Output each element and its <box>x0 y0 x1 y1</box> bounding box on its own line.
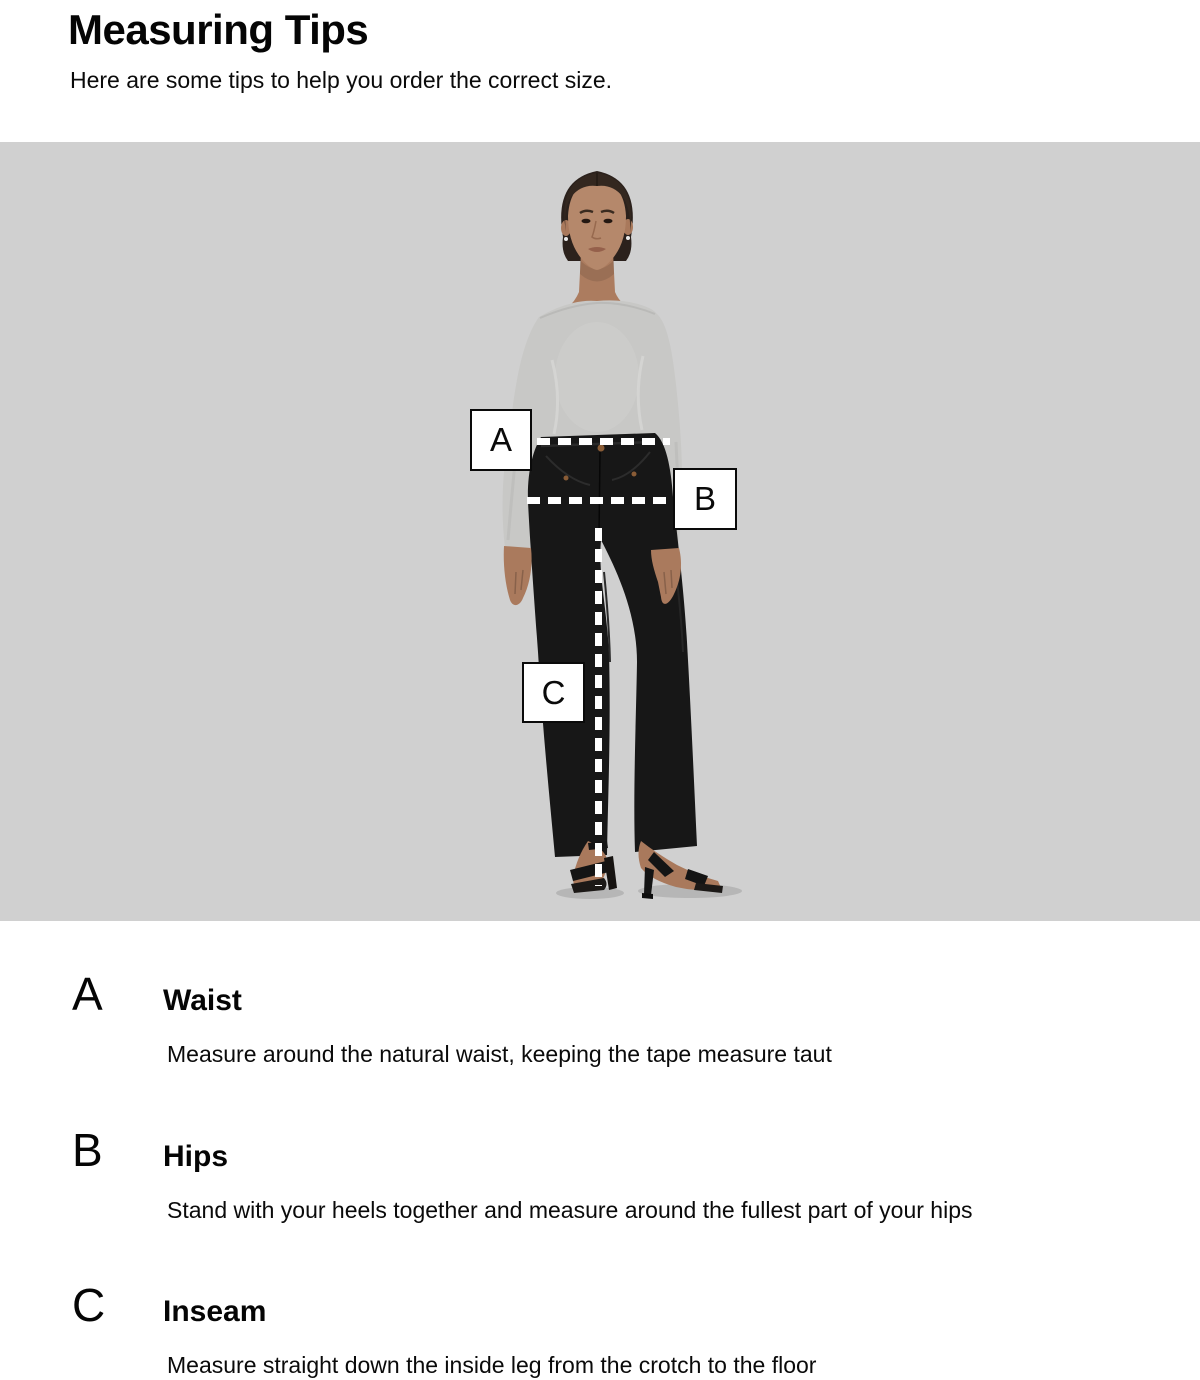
marker-letter-a: A <box>489 421 512 458</box>
hips-dashed-line <box>527 497 670 504</box>
marker-letter-b: B <box>693 480 716 517</box>
definition-letter-c: C <box>72 1279 106 1332</box>
definition-label-inseam: Inseam <box>163 1295 267 1329</box>
definition-label-waist: Waist <box>163 984 242 1017</box>
definition-description-inseam: Measure straight down the inside leg from the crotch to the floor <box>167 1352 817 1379</box>
definition-letter-a: A <box>72 968 103 1020</box>
definition-row-waist <box>72 968 1200 1069</box>
definition-letter-b: B <box>72 1123 103 1176</box>
marker-letter-c: C <box>541 673 566 711</box>
measurement-figure <box>0 142 1200 921</box>
definition-description-hips: Stand with your heels together and measure around the fullest part of your hips <box>167 1196 973 1223</box>
definition-label-hips: Hips <box>163 1139 229 1173</box>
header <box>0 0 1200 142</box>
model-sandals <box>570 841 723 899</box>
measurement-definitions <box>0 921 1200 1380</box>
marker-box-b <box>673 468 737 530</box>
marker-box-a <box>470 409 532 471</box>
page-subtitle: Here are some tips to help you order the correct size. <box>70 67 613 94</box>
definition-row-hips <box>72 1123 1200 1225</box>
inseam-dashed-line <box>595 528 602 886</box>
definition-description-waist: Measure around the natural waist, keeping the tape measure taut <box>167 1041 832 1067</box>
page-title: Measuring Tips <box>68 6 369 53</box>
waist-dashed-line <box>537 438 670 445</box>
definition-row-inseam <box>72 1279 1200 1380</box>
marker-box-c <box>522 662 585 723</box>
